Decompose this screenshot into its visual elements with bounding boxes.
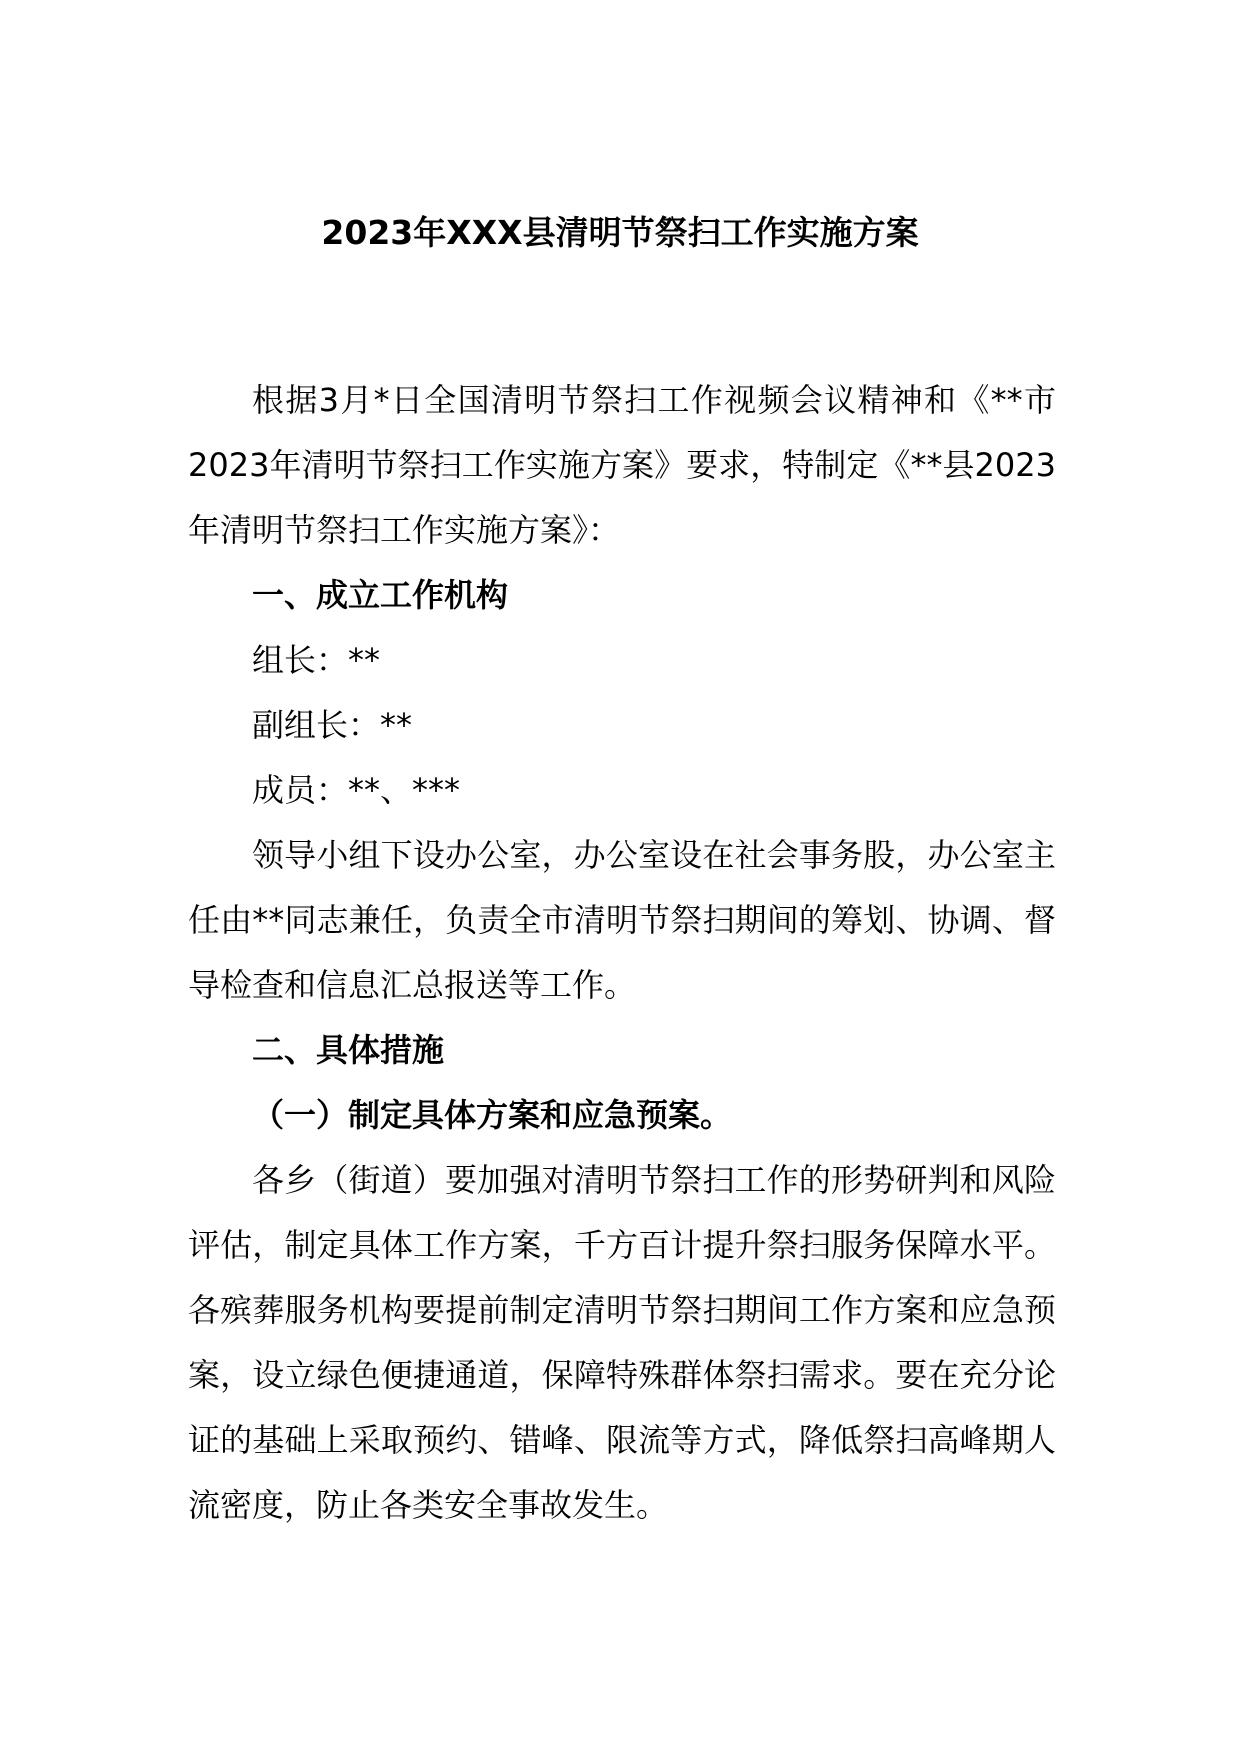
plan-paragraph: 各乡（街道）要加强对清明节祭扫工作的形势研判和风险评估，制定具体工作方案，千方百计提升祭扫服务保障水平。各殡葬服务机构要提前制定清明节祭扫期间工作方案和应急预案，设立绿色便捷通道，保障特殊群体祭扫需求。要在充分论证的基础上采取预约、错峰、限流等方式，降低祭扫高峰期人流密度，防止各类安全事故发生。 — [188, 1161, 1056, 1524]
section-heading-measures: 二、具体措施 — [252, 1031, 445, 1069]
members-line: 成员：**、*** — [252, 771, 461, 809]
intro-paragraph: 根据3月*日全国清明节祭扫工作视频会议精神和《**市2023年清明节祭扫工作实施方案》要求，特制定《**县2023年清明节祭扫工作实施方案》： — [188, 381, 1056, 549]
leader-line: 组长：** — [252, 641, 381, 679]
document-body — [188, 368, 1056, 1538]
section-heading-organization: 一、成立工作机构 — [252, 576, 509, 614]
subsection-heading-plan: （一）制定具体方案和应急预案。 — [252, 1096, 733, 1134]
document-title: 2023年XXX县清明节祭扫工作实施方案 — [321, 213, 919, 252]
office-paragraph: 领导小组下设办公室，办公室设在社会事务股，办公室主任由**同志兼任，负责全市清明节祭扫期间的筹划、协调、督导检查和信息汇总报送等工作。 — [188, 836, 1056, 1004]
deputy-leader-line: 副组长：** — [252, 706, 413, 744]
